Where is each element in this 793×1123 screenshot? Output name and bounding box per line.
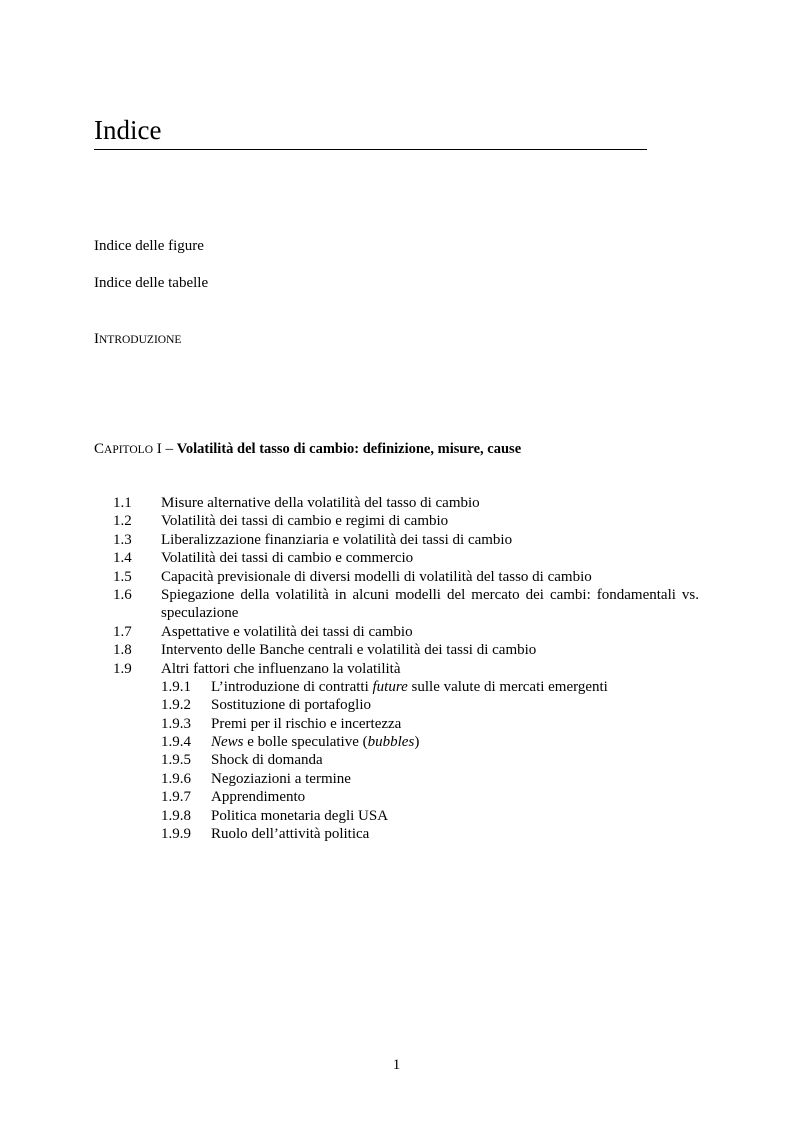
section-number: 1.4 xyxy=(113,550,132,567)
section-row xyxy=(0,641,793,659)
subsection-row xyxy=(0,825,793,843)
subsection-row xyxy=(0,788,793,806)
subsection-text: sulle valute di mercati emergenti xyxy=(407,678,608,695)
section-title: Altri fattori che influenzano la volatilità xyxy=(161,660,401,677)
chapter-roman: I xyxy=(156,441,162,457)
intro-rest: NTRODUZIONE xyxy=(99,334,182,346)
subsection-italic: future xyxy=(372,678,408,695)
intro-initial: I xyxy=(94,331,99,347)
section-title: Capacità previsionale di diversi modelli di volatilità del tasso di cambio xyxy=(161,568,592,585)
section-number: 1.7 xyxy=(113,623,132,640)
subsection-title: Ruolo dell’attività politica xyxy=(211,826,370,843)
section-row xyxy=(0,549,793,567)
subsection-row xyxy=(0,678,793,696)
section-title: Intervento delle Banche centrali e volatilità dei tassi di cambio xyxy=(161,642,537,659)
section-number: 1.8 xyxy=(113,642,132,659)
subsection-text: e bolle speculative ( xyxy=(243,734,368,751)
subsection-row xyxy=(0,696,793,714)
subsection-row xyxy=(0,751,793,769)
section-title: Misure alternative della volatilità del tasso di cambio xyxy=(161,495,480,511)
toc-entry-figures: Indice delle figure xyxy=(94,238,204,254)
page-title: Indice xyxy=(94,115,162,145)
section-title: Volatilità dei tassi di cambio e regimi di cambio xyxy=(161,513,449,530)
section-number: 1.1 xyxy=(113,495,132,511)
section-row xyxy=(0,568,793,586)
subsection-number: 1.9.9 xyxy=(161,826,191,843)
subsection-row xyxy=(0,807,793,825)
section-title: Spiegazione della volatilità in alcuni modelli del mercato dei cambi: fondamentali vs. speculazione xyxy=(161,586,699,622)
section-title: Liberalizzazione finanziaria e volatilità dei tassi di cambio xyxy=(161,531,513,548)
section-title: Aspettative e volatilità dei tassi di cambio xyxy=(161,623,413,640)
section-row xyxy=(0,623,793,641)
subsection-italic: bubbles xyxy=(367,734,415,751)
toc-entry-tables: Indice delle tabelle xyxy=(94,275,209,291)
chapter-title: Volatilità del tasso di cambio: definizione, misure, cause xyxy=(176,441,522,457)
section-number: 1.3 xyxy=(113,531,132,548)
subsection-number: 1.9.5 xyxy=(161,752,191,769)
subsection-row xyxy=(0,770,793,788)
section-row xyxy=(0,494,793,512)
toc-entry-introduction xyxy=(94,330,181,349)
subsection-title: Premi per il rischio e incertezza xyxy=(211,715,402,732)
subsection-number: 1.9.3 xyxy=(161,715,191,732)
subsection-text: L’introduzione di contratti xyxy=(211,678,373,695)
subsection-number: 1.9.2 xyxy=(161,697,191,714)
subsection-title xyxy=(211,678,608,696)
section-list xyxy=(0,494,793,843)
subsection-title: Politica monetaria degli USA xyxy=(211,807,389,824)
section-number: 1.2 xyxy=(113,513,132,530)
subsection-number: 1.9.1 xyxy=(161,678,191,695)
section-row xyxy=(0,531,793,549)
section-row xyxy=(0,660,793,678)
subsection-number: 1.9.4 xyxy=(161,734,191,751)
subsection-title: Shock di domanda xyxy=(211,752,323,769)
subsection-row xyxy=(0,715,793,733)
section-number: 1.9 xyxy=(113,660,132,677)
section-number: 1.6 xyxy=(113,586,132,603)
chapter-heading xyxy=(94,440,521,459)
chapter-prefix-rest: APITOLO xyxy=(104,444,153,456)
page-number: 1 xyxy=(392,1057,401,1073)
subsection-text: ) xyxy=(414,734,420,751)
section-title: Volatilità dei tassi di cambio e commercio xyxy=(161,550,414,567)
subsection-title: Negoziazioni a termine xyxy=(211,770,351,787)
subsection-number: 1.9.7 xyxy=(161,789,191,806)
chapter-prefix-initial: C xyxy=(94,441,105,457)
chapter-dash: – xyxy=(165,441,173,457)
section-row xyxy=(0,586,793,623)
subsection-title xyxy=(211,733,419,751)
title-underline xyxy=(94,149,647,150)
subsection-number: 1.9.8 xyxy=(161,807,191,824)
subsection-number: 1.9.6 xyxy=(161,770,191,787)
section-number: 1.5 xyxy=(113,568,132,585)
subsection-title: Apprendimento xyxy=(211,789,306,806)
section-row xyxy=(0,512,793,530)
subsection-row xyxy=(0,733,793,751)
subsection-italic: News xyxy=(211,734,244,751)
subsection-title: Sostituzione di portafoglio xyxy=(211,697,371,714)
